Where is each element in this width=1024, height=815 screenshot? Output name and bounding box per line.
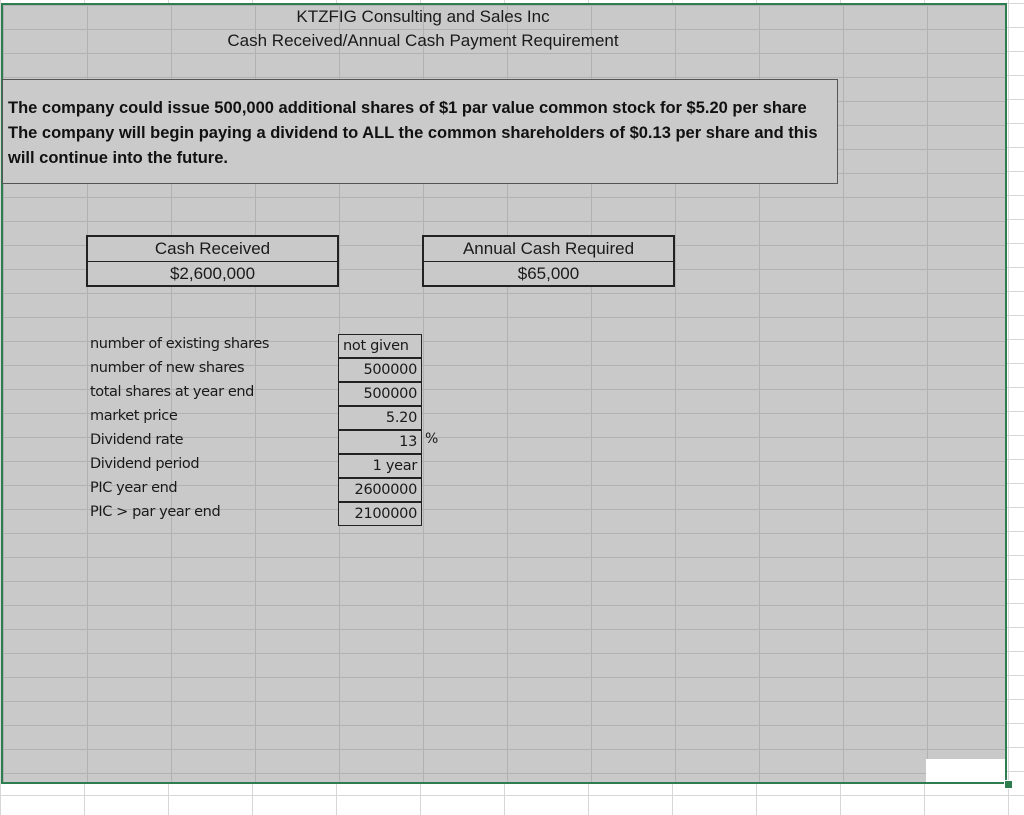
label-new-shares: number of new shares <box>90 360 245 376</box>
value-market-price[interactable]: 5.20 <box>338 406 422 430</box>
company-title: KTZFIG Consulting and Sales Inc <box>296 7 550 26</box>
cash-received-label: Cash Received <box>88 237 337 262</box>
description-text: The company could issue 500,000 additional shares of $1 par value common stock for $5.20 per share The company will begin paying a dividend to ALL the common shareholders of $0.13 per share and this will continue into the future. <box>8 99 818 167</box>
value-dividend-rate[interactable]: 13 <box>338 430 422 454</box>
label-dividend-rate: Dividend rate <box>90 432 184 448</box>
label-total-shares: total shares at year end <box>90 384 254 400</box>
label-pic-over-par: PIC > par year end <box>90 504 221 520</box>
cash-received-box[interactable] <box>86 235 339 287</box>
value-dividend-period[interactable]: 1 year <box>338 454 422 478</box>
label-pic-year-end: PIC year end <box>90 480 178 496</box>
sheet-subtitle: Cash Received/Annual Cash Payment Requirement <box>227 31 619 50</box>
value-new-shares[interactable]: 500000 <box>338 358 422 382</box>
fill-handle[interactable] <box>1004 780 1013 789</box>
value-pic-year-end[interactable]: 2600000 <box>338 478 422 502</box>
label-existing-shares: number of existing shares <box>90 336 270 352</box>
label-market-price: market price <box>90 408 178 424</box>
active-cell[interactable] <box>926 759 1005 782</box>
value-total-shares[interactable]: 500000 <box>338 382 422 406</box>
cash-received-value: $2,600,000 <box>169 264 256 283</box>
value-pic-over-par[interactable]: 2100000 <box>338 502 422 526</box>
annual-cash-required-value: $65,000 <box>517 264 580 283</box>
value-existing-shares[interactable]: not given <box>338 334 422 358</box>
dividend-rate-unit: % <box>425 431 439 447</box>
annual-cash-required-box[interactable] <box>422 235 675 287</box>
label-dividend-period: Dividend period <box>90 456 200 472</box>
annual-cash-required-label: Annual Cash Required <box>424 237 673 262</box>
